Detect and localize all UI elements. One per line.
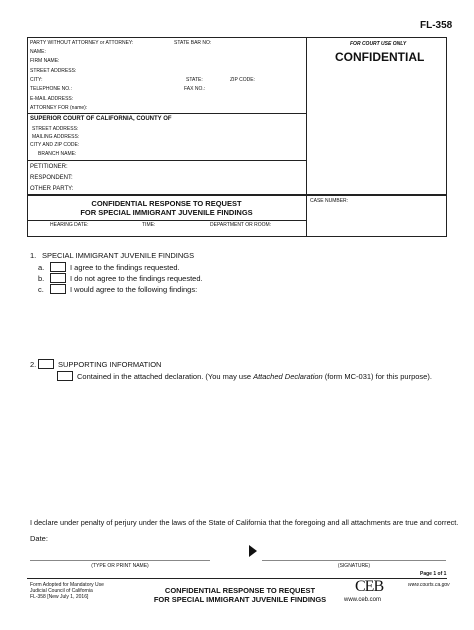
section1-item-b-letter: b. bbox=[38, 274, 45, 283]
state-bar-field[interactable] bbox=[215, 38, 303, 46]
checkbox-attached-declaration[interactable] bbox=[57, 371, 73, 381]
email-label: E-MAIL ADDRESS: bbox=[30, 96, 74, 102]
courts-url[interactable]: www.courts.ca.gov bbox=[408, 582, 450, 588]
footer-title-line2: FOR SPECIAL IMMIGRANT JUVENILE FINDINGS bbox=[153, 595, 327, 604]
fax-field[interactable] bbox=[210, 84, 304, 92]
adopted-line3: FL-358 [New July 1, 2016] bbox=[30, 594, 89, 600]
time-label: TIME: bbox=[142, 222, 156, 228]
adopted-line1: Form Adopted for Mandatory Use bbox=[30, 582, 104, 588]
type-name-caption: (TYPE OR PRINT NAME) bbox=[91, 563, 149, 569]
section2-text: Contained in the attached declaration. (You may use Attached Declaration (form MC-031) for this purpose). bbox=[77, 372, 432, 381]
checkbox-disagree[interactable] bbox=[50, 273, 66, 283]
petitioner-label: PETITIONER: bbox=[30, 164, 68, 170]
section1-item-c-text: I would agree to the following findings: bbox=[70, 285, 198, 294]
state-field[interactable] bbox=[206, 75, 228, 83]
section1-number: 1. bbox=[30, 251, 37, 260]
hearing-date-label: HEARING DATE: bbox=[50, 222, 89, 228]
section1-item-a-text: I agree to the findings requested. bbox=[70, 263, 180, 272]
court-city-zip-field[interactable] bbox=[80, 140, 304, 148]
date-field[interactable] bbox=[50, 532, 150, 542]
section1-title: SPECIAL IMMIGRANT JUVENILE FINDINGS bbox=[42, 251, 195, 260]
petitioner-field[interactable] bbox=[70, 163, 304, 172]
case-number-field[interactable] bbox=[310, 206, 444, 234]
court-use-label: FOR COURT USE ONLY bbox=[350, 41, 407, 47]
checkbox-would-agree[interactable] bbox=[50, 284, 66, 294]
state-label: STATE: bbox=[186, 77, 203, 83]
form-title-line1: CONFIDENTIAL RESPONSE TO REQUEST bbox=[91, 199, 242, 208]
court-branch-label: BRANCH NAME: bbox=[38, 151, 77, 157]
other-party-label: OTHER PARTY: bbox=[30, 186, 74, 192]
department-label: DEPARTMENT OR ROOM: bbox=[210, 222, 272, 228]
court-city-zip-label: CITY AND ZIP CODE: bbox=[30, 142, 80, 148]
party-label: PARTY WITHOUT ATTORNEY or ATTORNEY: bbox=[30, 40, 134, 46]
sign-here-arrow-icon bbox=[249, 545, 257, 557]
respondent-label: RESPONDENT: bbox=[30, 175, 73, 181]
name-field[interactable] bbox=[50, 47, 304, 55]
adopted-line2: Judicial Council of California bbox=[30, 588, 93, 594]
form-id: FL-358 bbox=[420, 20, 453, 31]
court-street-label: STREET ADDRESS: bbox=[32, 126, 79, 132]
court-mailing-field[interactable] bbox=[80, 132, 304, 140]
hearing-info-field[interactable] bbox=[30, 228, 304, 236]
case-number-label: CASE NUMBER: bbox=[310, 198, 349, 204]
checkbox-agree[interactable] bbox=[50, 262, 66, 272]
section1-item-c-letter: c. bbox=[38, 285, 44, 294]
name-label: NAME: bbox=[30, 49, 46, 55]
court-branch-field[interactable] bbox=[80, 149, 304, 157]
city-field[interactable] bbox=[44, 75, 182, 83]
page-number: Page 1 of 1 bbox=[420, 571, 447, 577]
section1-item-b-text: I do not agree to the findings requested. bbox=[70, 274, 203, 283]
telephone-label: TELEPHONE NO.: bbox=[30, 86, 72, 92]
fax-label: FAX NO.: bbox=[184, 86, 206, 92]
section1-item-a-letter: a. bbox=[38, 263, 45, 272]
attorney-name-field[interactable] bbox=[150, 38, 172, 46]
signature-caption: (SIGNATURE) bbox=[337, 563, 371, 569]
section2-title: SUPPORTING INFORMATION bbox=[58, 360, 162, 369]
zip-code-field[interactable] bbox=[256, 75, 304, 83]
state-bar-label: STATE BAR NO: bbox=[174, 40, 212, 46]
print-name-field[interactable] bbox=[30, 548, 210, 559]
county-field[interactable] bbox=[168, 115, 304, 123]
footer-title-line1: CONFIDENTIAL RESPONSE TO REQUEST bbox=[164, 586, 316, 595]
form-title-line2: FOR SPECIAL IMMIGRANT JUVENILE FINDINGS bbox=[80, 208, 253, 217]
email-field[interactable] bbox=[72, 94, 304, 102]
respondent-field[interactable] bbox=[74, 174, 304, 183]
court-title: SUPERIOR COURT OF CALIFORNIA, COUNTY OF bbox=[30, 116, 172, 122]
attorney-for-field[interactable] bbox=[86, 103, 304, 111]
firm-name-field[interactable] bbox=[58, 56, 304, 64]
section2-number: 2. bbox=[30, 360, 37, 369]
city-label: CITY: bbox=[30, 77, 43, 83]
checkbox-supporting-info[interactable] bbox=[38, 359, 54, 369]
zip-label: ZIP CODE: bbox=[230, 77, 255, 83]
findings-text-area[interactable] bbox=[70, 296, 446, 352]
street-label: STREET ADDRESS: bbox=[30, 68, 77, 74]
street-address-field[interactable] bbox=[74, 66, 304, 74]
signature-field[interactable] bbox=[262, 548, 446, 559]
court-street-field[interactable] bbox=[80, 124, 304, 132]
other-party-field[interactable] bbox=[78, 185, 304, 194]
attorney-for-label: ATTORNEY FOR (name): bbox=[30, 105, 88, 111]
declaration-text: I declare under penalty of perjury under the laws of the State of California that the foregoing and all attachments are true and correct. bbox=[30, 518, 459, 527]
ceb-url[interactable]: www.ceb.com bbox=[344, 597, 382, 603]
telephone-field[interactable] bbox=[72, 84, 180, 92]
court-mailing-label: MAILING ADDRESS: bbox=[32, 134, 80, 140]
date-label: Date: bbox=[30, 534, 48, 543]
confidential-label: CONFIDENTIAL bbox=[335, 50, 425, 64]
ceb-logo: CEB bbox=[355, 578, 384, 595]
firm-label: FIRM NAME: bbox=[30, 58, 60, 64]
